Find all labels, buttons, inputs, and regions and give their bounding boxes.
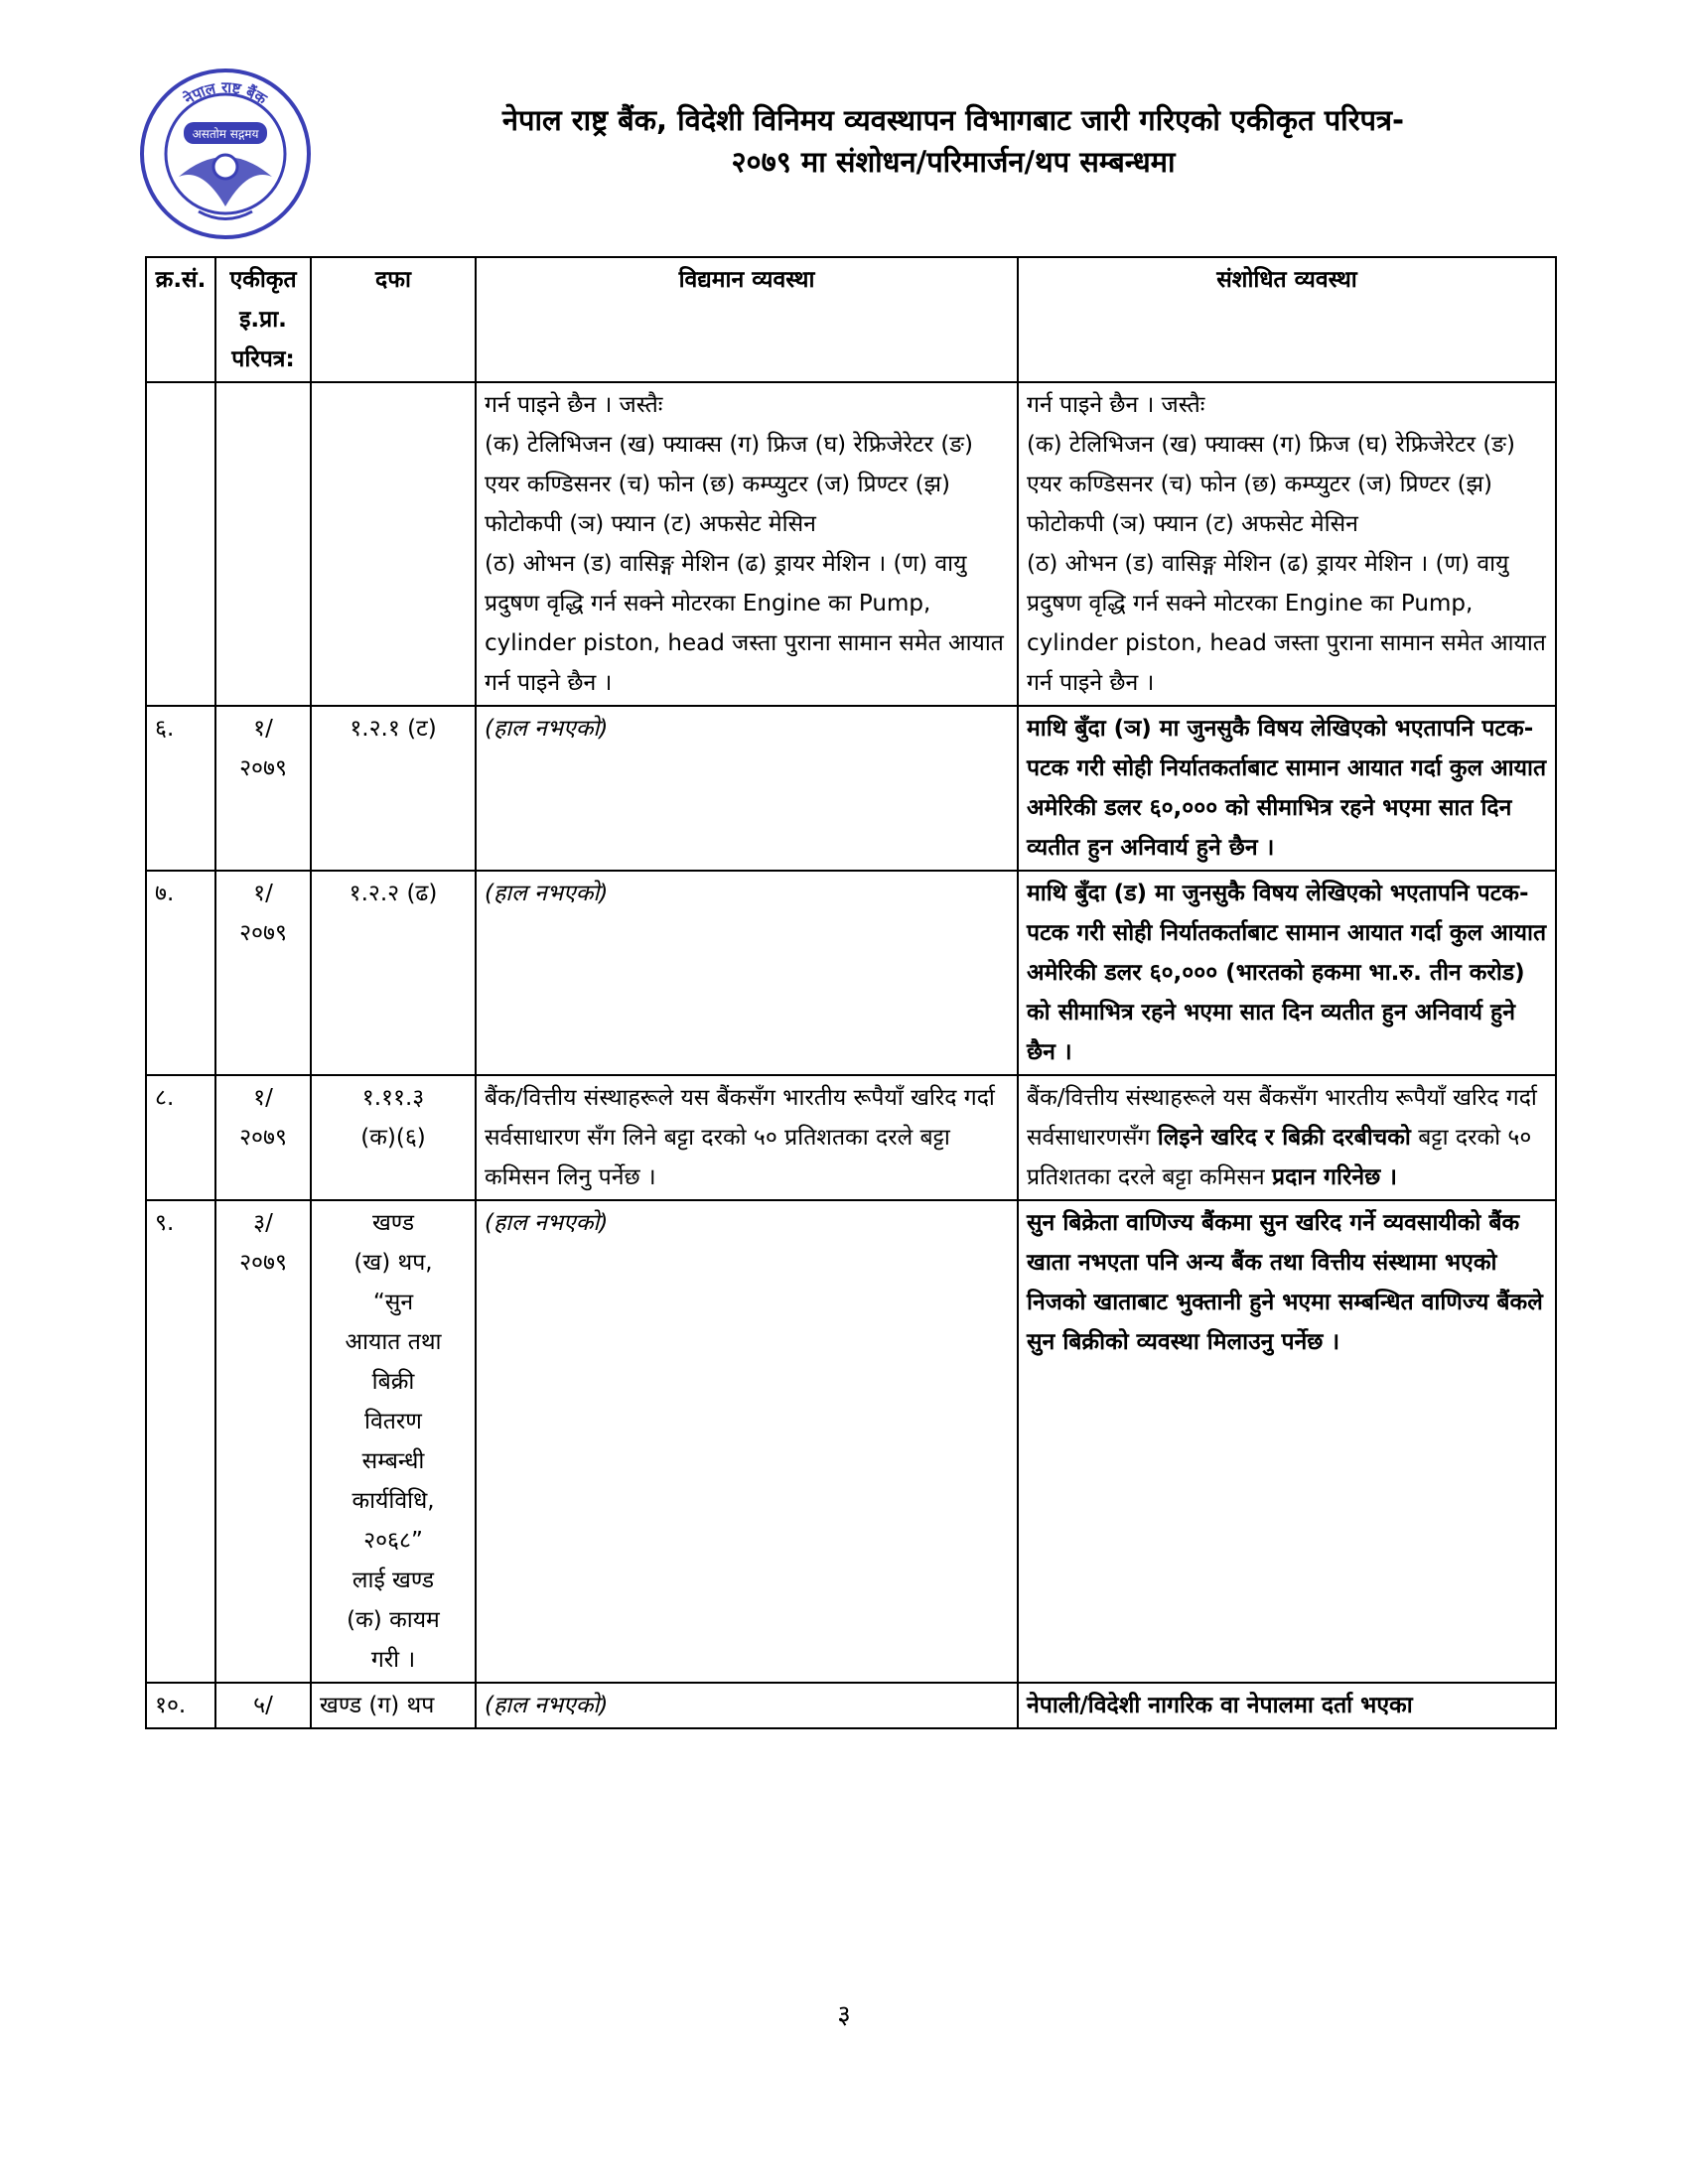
cell-sn: ७. xyxy=(146,871,215,1075)
cell-existing: गर्न पाइने छैन । जस्तैः (क) टेलिभिजन (ख) फ्याक्स (ग) फ्रिज (घ) रेफ्रिजेरेटर (ङ) एयर कण्डिसनर (च) फोन (छ) कम्प्युटर (ज) प्रिण्टर (झ) फोटोकपी (ञ) फ्यान (ट) अफसेट मेसिन (ठ) ओभन (ड) वासिङ्ग मेशिन (ढ) ड्रायर मेशिन । (ण) वायु प्रदुषण वृद्धि गर्न सक्ने मोटरका Engine का Pump, cylinder piston, head जस्ता पुराना सामान समेत आयात गर्न पाइने छैन । xyxy=(476,382,1018,706)
cell-clause: खण्ड (ग) थप xyxy=(311,1683,476,1728)
header-existing: विद्यमान व्यवस्था xyxy=(476,257,1018,382)
cell-circular: १/ २०७९ xyxy=(215,871,311,1075)
cell-existing: (हाल नभएको) xyxy=(476,1683,1018,1728)
amendment-table xyxy=(145,256,1557,1729)
table-row xyxy=(146,706,1556,871)
cell-existing: (हाल नभएको) xyxy=(476,1200,1018,1683)
page-number: ३ xyxy=(837,2000,851,2030)
header-circular: एकीकृत इ.प्रा. परिपत्र: xyxy=(215,257,311,382)
cell-circular: ५/ xyxy=(215,1683,311,1728)
cell-sn: ९. xyxy=(146,1200,215,1683)
cell-clause: १.२.१ (ट) xyxy=(311,706,476,871)
header-sn: क्र.सं. xyxy=(146,257,215,382)
table-row xyxy=(146,1200,1556,1683)
revised-bold-part: प्रदान गरिनेछ । xyxy=(1272,1164,1397,1190)
cell-revised: सुन बिक्रेता वाणिज्य बैंकमा सुन खरिद गर्ने व्यवसायीको बैंक खाता नभएता पनि अन्य बैंक तथा वित्तीय संस्थामा भएको निजको खाताबाट भुक्तानी हुने भएमा सम्बन्धित वाणिज्य बैंकले सुन बिक्रीको व्यवस्था मिलाउनु पर्नेछ । xyxy=(1018,1200,1556,1683)
cell-sn: ८. xyxy=(146,1075,215,1200)
cell-revised: माथि बुँदा (ञ) मा जुनसुकै विषय लेखिएको भएतापनि पटक-पटक गरी सोही निर्यातकर्ताबाट सामान आयात गर्दा कुल आयात अमेरिकी डलर ६०,००० को सीमाभित्र रहने भएमा सात दिन व्यतीत हुन अनिवार्य हुने छैन । xyxy=(1018,706,1556,871)
header-clause: दफा xyxy=(311,257,476,382)
cell-circular: १/ २०७९ xyxy=(215,706,311,871)
table-header-row xyxy=(146,257,1556,382)
cell-revised: गर्न पाइने छैन । जस्तैः (क) टेलिभिजन (ख) फ्याक्स (ग) फ्रिज (घ) रेफ्रिजेरेटर (ङ) एयर कण्डिसनर (च) फोन (छ) कम्प्युटर (ज) प्रिण्टर (झ) फोटोकपी (ञ) फ्यान (ट) अफसेट मेसिन (ठ) ओभन (ड) वासिङ्ग मेशिन (ढ) ड्रायर मेशिन । (ण) वायु प्रदुषण वृद्धि गर्न सक्ने मोटरका Engine का Pump, cylinder piston, head जस्ता पुराना सामान समेत आयात गर्न पाइने छैन । xyxy=(1018,382,1556,706)
header-revised: संशोधित व्यवस्था xyxy=(1018,257,1556,382)
cell-revised: माथि बुँदा (ड) मा जुनसुकै विषय लेखिएको भएतापनि पटक-पटक गरी सोही निर्यातकर्ताबाट सामान आयात गर्दा कुल आयात अमेरिकी डलर ६०,००० (भारतको हकमा भा.रु. तीन करोड) को सीमाभित्र रहने भएमा सात दिन व्यतीत हुन अनिवार्य हुने छैन । xyxy=(1018,871,1556,1075)
table-row xyxy=(146,871,1556,1075)
cell-existing: (हाल नभएको) xyxy=(476,706,1018,871)
cell-clause xyxy=(311,382,476,706)
cell-circular: १/ २०७९ xyxy=(215,1075,311,1200)
revised-text-part: बट्टा दरको ५० प्रतिशतका दरले बट्टा कमिसन xyxy=(1027,1125,1532,1190)
table-row xyxy=(146,1683,1556,1728)
cell-clause: १.११.३ (क)(६) xyxy=(311,1075,476,1200)
cell-sn: ६. xyxy=(146,706,215,871)
cell-sn: १०. xyxy=(146,1683,215,1728)
svg-text:असतोम सद्गमय: असतोम सद्गमय xyxy=(192,127,259,141)
cell-circular: ३/ २०७९ xyxy=(215,1200,311,1683)
cell-revised: नेपाली/विदेशी नागरिक वा नेपालमा दर्ता भएका xyxy=(1018,1683,1556,1728)
revised-text-part: बैंक/वित्तीय संस्थाहरूले यस बैंकसँग भारतीय रूपैयाँ खरिद गर्दा सर्वसाधारणसँग xyxy=(1027,1085,1537,1151)
cell-sn xyxy=(146,382,215,706)
table-row xyxy=(146,382,1556,706)
cell-existing: (हाल नभएको) xyxy=(476,871,1018,1075)
document-title: नेपाल राष्ट्र बैंक, विदेशी विनिमय व्यवस्थापन विभागबाट जारी गरिएको एकीकृत परिपत्र- २०७९ मा संशोधन/परिमार्जन/थप सम्बन्धमा xyxy=(501,103,1405,179)
table-row xyxy=(146,1075,1556,1200)
cell-existing: बैंक/वित्तीय संस्थाहरूले यस बैंकसँग भारतीय रूपैयाँ खरिद गर्दा सर्वसाधारण सँग लिने बट्टा दरको ५० प्रतिशतका दरले बट्टा कमिसन लिनु पर्नेछ । xyxy=(476,1075,1018,1200)
svg-text:नेपाल राष्ट्र बैंक: नेपाल राष्ट्र बैंक xyxy=(180,77,270,108)
cell-clause: १.२.२ (ढ) xyxy=(311,871,476,1075)
nrb-logo xyxy=(139,68,313,241)
cell-revised xyxy=(1018,1075,1556,1200)
cell-clause: खण्ड (ख) थप, “सुन आयात तथा बिक्री वितरण सम्बन्धी कार्यविधि, २०६८” लाई खण्ड (क) कायम गरी । xyxy=(311,1200,476,1683)
cell-circular xyxy=(215,382,311,706)
revised-bold-part: लिइने खरिद र बिक्री दरबीचको xyxy=(1157,1125,1411,1151)
